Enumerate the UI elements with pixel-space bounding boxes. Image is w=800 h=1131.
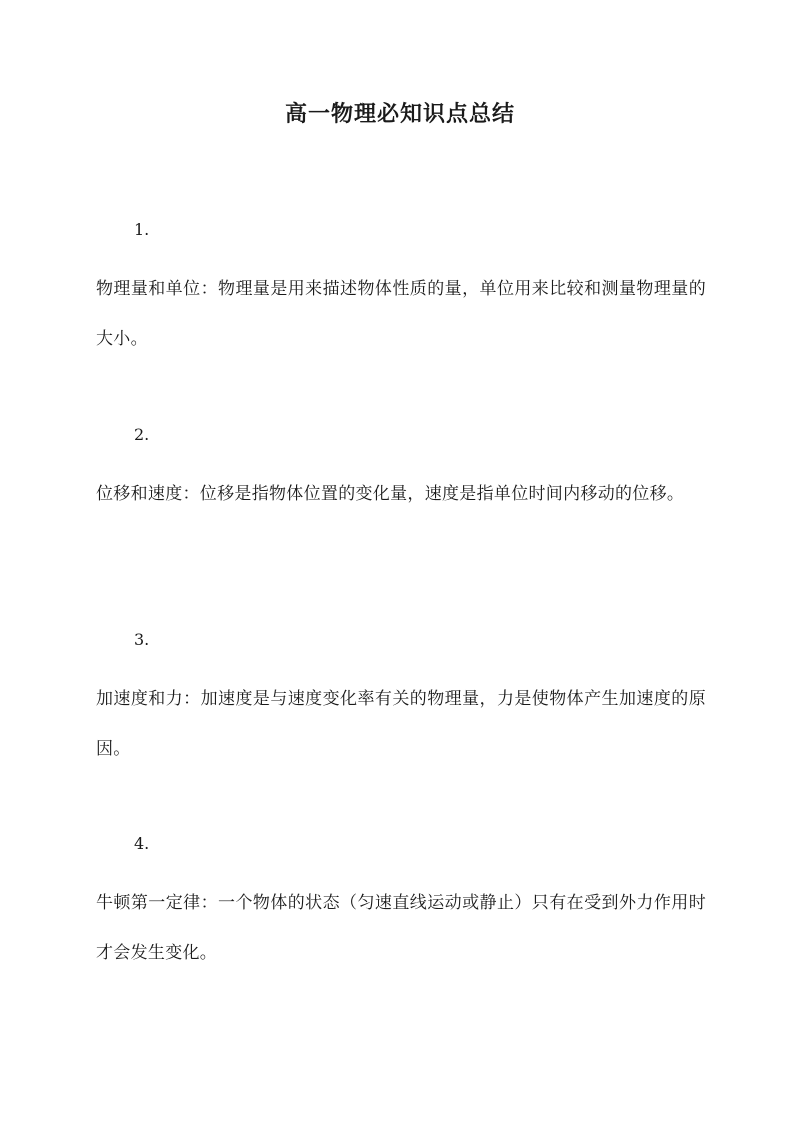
item-number: 1. [134,220,150,239]
item-number: 2. [134,425,150,444]
item-number: 3. [134,630,150,649]
list-item [96,832,706,978]
item-text: 物理量和单位：物理量是用来描述物体性质的量，单位用来比较和测量物理量的大小。 [96,279,706,349]
item-text: 加速度和力：加速度是与速度变化率有关的物理量，力是使物体产生加速度的原因。 [96,689,706,759]
item-number: 4. [134,834,150,853]
item-text: 位移和速度：位移是指物体位置的变化量，速度是指单位时间内移动的位移。 [96,484,685,504]
list-item [96,628,706,774]
list-item [96,423,706,519]
document-title: 高一物理必知识点总结 [284,101,515,127]
item-text: 牛顿第一定律：一个物体的状态（匀速直线运动或静止）只有在受到外力作用时才会发生变化。 [96,893,706,963]
list-item [96,218,706,364]
